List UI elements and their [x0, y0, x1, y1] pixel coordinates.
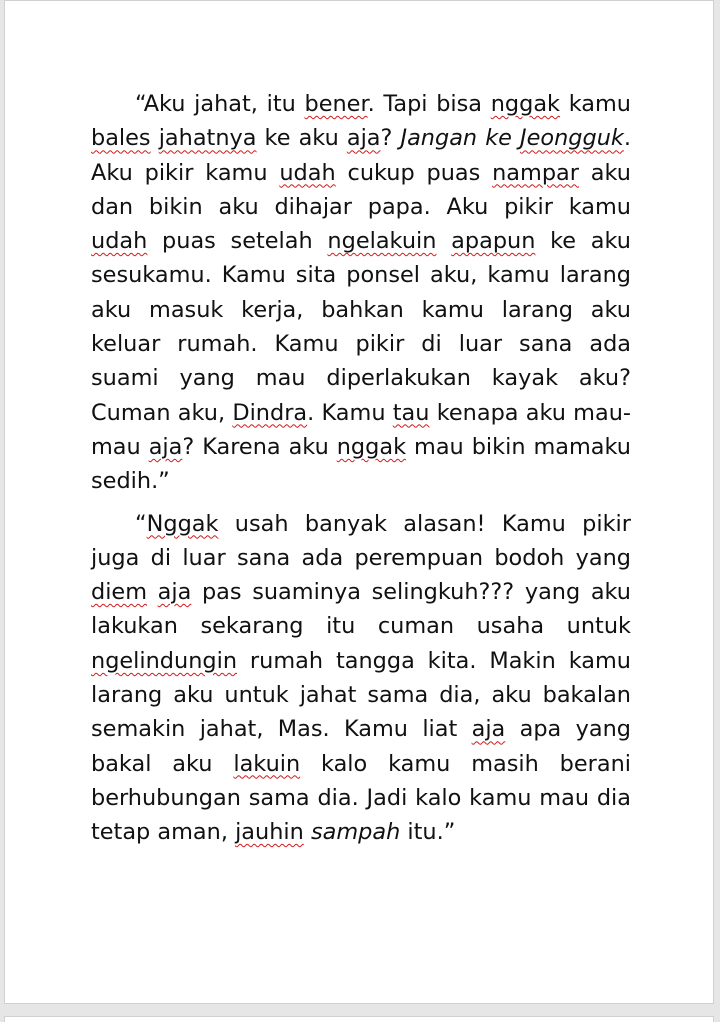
misspelled-word: bales — [91, 125, 151, 152]
text-run: ? — [380, 125, 401, 152]
italic-text: Jangan ke — [400, 125, 512, 152]
misspelled-word: nampar — [492, 159, 579, 186]
paragraph — [91, 87, 631, 499]
misspelled-word: aja — [471, 716, 506, 743]
document-page — [4, 0, 714, 1004]
text-run: . Aku pikir kamu — [91, 125, 631, 186]
text-run: “Aku jahat, itu — [135, 91, 305, 117]
misspelled-word: Nggak — [146, 510, 219, 537]
text-run — [304, 819, 311, 845]
misspelled-word: nggak — [490, 91, 561, 117]
misspelled-word: Jeongguk — [520, 125, 624, 152]
misspelled-word: udah — [91, 228, 148, 255]
misspelled-word: Dindra — [232, 399, 308, 426]
text-run: aku dan bikin aku dihajar papa. Aku pikir kamu — [91, 159, 631, 220]
text-run: apa yang bakal aku — [91, 716, 632, 777]
text-run — [151, 125, 159, 151]
text-run: ke aku — [256, 125, 347, 152]
misspelled-word: lakuin — [233, 750, 301, 777]
text-run: ke aku sesukamu. Kamu sita ponsel aku, kamu larang aku masuk kerja, bahkan kamu larang aku keluar rumah. Kamu pikir di luar sana ada suami yang mau diperlakukan kayak aku? Cuman aku, — [91, 228, 631, 426]
italic-text: sampah — [310, 819, 401, 846]
misspelled-word: ngelindungin — [91, 647, 238, 674]
paragraph — [91, 507, 631, 850]
text-run: usah banyak alasan! Kamu pikir juga di luar sana ada perempuan bodoh yang — [91, 510, 631, 571]
text-run: pas suaminya selingkuh??? yang aku lakukan sekarang itu cuman usaha untuk — [91, 579, 632, 640]
misspelled-word: nggak — [336, 433, 407, 460]
misspelled-word: aja — [157, 579, 192, 606]
misspelled-word: aja — [346, 125, 381, 152]
misspelled-word: apapun — [451, 228, 536, 255]
text-run: cukup puas — [335, 159, 493, 186]
misspelled-word: bener — [304, 91, 368, 117]
text-run: mau bikin mamaku sedih.” — [91, 433, 631, 495]
text-run — [436, 228, 451, 254]
text-run: . Kamu — [307, 399, 393, 426]
misspelled-word: tau — [392, 399, 430, 426]
text-run — [512, 125, 520, 151]
text-run: puas setelah — [147, 228, 328, 255]
text-run: kenapa aku mau-mau — [91, 399, 631, 460]
text-run: itu.” — [400, 819, 456, 846]
misspelled-word: ngelakuin — [327, 228, 437, 255]
text-run: kamu — [560, 91, 631, 117]
text-run: . Tapi bisa — [367, 91, 491, 117]
text-run — [147, 579, 158, 605]
text-run: ? Karena aku — [182, 433, 337, 460]
misspelled-word: diem — [91, 579, 148, 606]
text-run: kalo kamu masih berani berhubungan sama dia. Jadi kalo kamu mau dia tetap aman, — [91, 750, 632, 846]
document-body[interactable] — [91, 87, 631, 858]
misspelled-word: udah — [279, 159, 336, 186]
text-run: “ — [135, 510, 147, 537]
next-page-edge — [4, 1016, 714, 1022]
misspelled-word: jauhin — [235, 819, 304, 846]
misspelled-word: jahatnya — [158, 125, 257, 152]
text-run: rumah tangga kita. Makin kamu larang aku untuk jahat sama dia, aku bakalan semakin jahat, Mas. Kamu liat — [91, 647, 631, 743]
misspelled-word: aja — [148, 433, 183, 460]
